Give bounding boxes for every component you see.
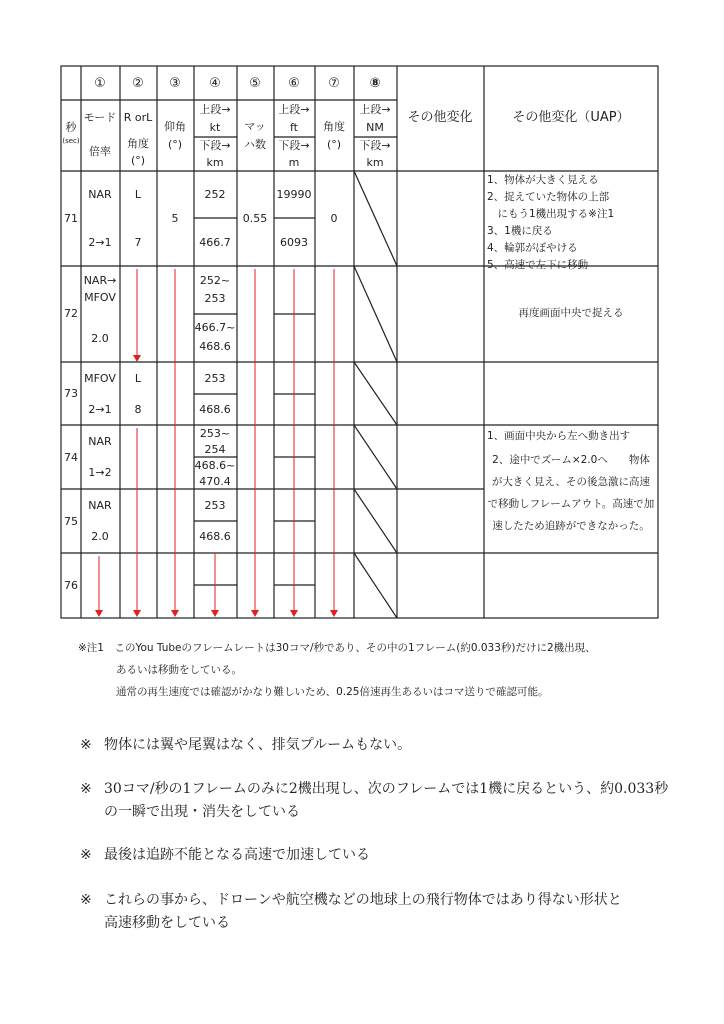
row-72-mode-1: NAR→ [83, 274, 117, 287]
row-74-kt-1: 253~ [199, 427, 231, 440]
row-72-sec: 72 [64, 307, 78, 320]
arrow-head [211, 610, 219, 617]
header-sec: 秒 [65, 121, 77, 134]
header-lower-km-2: 下段→ [359, 139, 391, 152]
row-72-kt-2: 253 [204, 292, 226, 305]
remark-1: 物体には翼や尾翼はなく、排気プルームもない。 [104, 737, 412, 753]
row-74-mode: NAR [88, 435, 112, 448]
header-other: その他変化 [407, 110, 473, 125]
row-72-zoom: 2.0 [91, 332, 109, 345]
row-74-uap-line-1: 1、画面中央から左へ動き出す [487, 430, 631, 442]
row-75-zoom: 2.0 [91, 530, 109, 543]
remark-mark: ※ [80, 892, 92, 908]
footnote-line-1: ※注1 このYou Tubeのフレームレートは30コマ/秒であり、その中の1フレーム(約0.033秒)だけに2機出現、 [78, 642, 596, 654]
remark-4-line-2: 高速移動をしている [104, 915, 230, 931]
row-73-rl-angle: 8 [134, 403, 142, 416]
col-number-5: ⑤ [249, 76, 261, 91]
row-75-km: 468.6 [199, 530, 231, 543]
row-71-km: 466.7 [199, 236, 231, 249]
row-74-zoom: 1→2 [88, 466, 112, 479]
row-71-rl-angle: 7 [134, 236, 142, 249]
row-71-kt: 252 [204, 188, 226, 201]
arrow-head [133, 355, 141, 362]
row-73-rl: L [134, 372, 142, 385]
col-number-2: ② [132, 76, 144, 91]
remark-mark: ※ [80, 781, 92, 797]
col-number-3: ③ [169, 76, 181, 91]
header-lower-km: 下段→ [199, 139, 231, 152]
row-71-angle: 0 [330, 212, 338, 225]
row-74-km-1: 468.6~ [194, 459, 236, 472]
row-71-rl: L [134, 188, 142, 201]
header-angle: 角度 [323, 120, 345, 133]
header-mode: モード [83, 111, 117, 124]
row-75-mode: NAR [88, 499, 112, 512]
row-71-zoom: 2→1 [88, 236, 112, 249]
header-elevation-unit: (°) [167, 138, 183, 151]
row-75-sec: 75 [64, 515, 78, 528]
header-other-uap: その他変化（UAP） [512, 110, 630, 125]
col-number-6: ⑥ [288, 76, 300, 91]
row-74-km-2: 470.4 [199, 475, 231, 488]
uap-line: 1、物体が大きく見える [487, 174, 599, 186]
header-nm: NM [366, 121, 384, 134]
col-number-8: ⑧ [369, 76, 381, 91]
header-elevation: 仰角 [164, 120, 186, 133]
arrow-head [290, 610, 298, 617]
header-sec-unit: (sec) [62, 137, 80, 145]
header-upper-kt: 上段→ [199, 103, 231, 116]
header-lower-m: 下段→ [278, 139, 310, 152]
row-71-uap-notes [487, 172, 614, 274]
row-73-mode: MFOV [84, 372, 116, 385]
header-rl-unit: (°) [130, 154, 146, 167]
footnote-line-3: 通常の再生速度では確認がかなり難しいため、0.25倍速再生あるいはコマ送りで確認可能。 [116, 686, 549, 698]
header-km: km [206, 156, 224, 169]
row-72-uap: 再度画面中央で捉える [518, 307, 624, 319]
uap-line: 4、輪郭がぼやける [487, 242, 578, 254]
col-number-4: ④ [209, 76, 221, 91]
row-74-kt-2: 254 [204, 443, 226, 456]
row-75-kt: 253 [204, 499, 226, 512]
header-mach: マッ [244, 120, 266, 133]
row-73-sec: 73 [64, 387, 78, 400]
col-number-7: ⑦ [328, 76, 340, 91]
row-74-sec: 74 [64, 451, 78, 464]
row-73-zoom: 2→1 [88, 403, 112, 416]
arrow-head [171, 610, 179, 617]
header-km-2: km [366, 156, 384, 169]
remark-mark: ※ [80, 847, 92, 863]
row-72-km-1: 466.7~ [194, 321, 236, 334]
remark-mark: ※ [80, 737, 92, 753]
header-rl: R orL [123, 111, 153, 124]
row-72-km-2: 468.6 [199, 340, 231, 353]
header-upper-ft: 上段→ [278, 103, 310, 116]
header-zoom: 倍率 [89, 145, 111, 158]
row-73-km: 468.6 [199, 403, 231, 416]
remark-2-line-2: の一瞬で出現・消失をしている [104, 804, 300, 820]
row-73-kt: 253 [204, 372, 226, 385]
row-71-mode: NAR [88, 188, 112, 201]
header-ft: ft [290, 121, 298, 134]
row-71-ft: 19990 [276, 188, 312, 201]
col-number-1: ① [94, 76, 106, 91]
row-71-elevation: 5 [171, 212, 179, 225]
header-angle-unit: (°) [326, 138, 342, 151]
row-71-mach: 0.55 [242, 212, 268, 225]
uap-line: 5、高速で左下に移動 [487, 259, 589, 271]
remark-4-line-1: これらの事から、ドローンや航空機などの地球上の飛行物体ではあり得ない形状と [104, 892, 622, 908]
row-72-kt-1: 252~ [199, 274, 231, 287]
row-74-75-uap-text: 2、途中でズーム×2.0へ 物体が大きく見え、その後急激に高速で移動しフレームアウト。高速で加速したため追跡ができなかった。 [487, 454, 655, 532]
header-rl-angle: 角度 [127, 137, 149, 150]
arrow-head [95, 610, 103, 617]
row-76-sec: 76 [64, 579, 78, 592]
footnote-line-2: あるいは移動をしている。 [116, 664, 242, 676]
remark-3: 最後は追跡不能となる高速で加速している [104, 847, 370, 863]
uap-line: 2、捉えていた物体の上部 [487, 191, 610, 203]
arrow-head [133, 610, 141, 617]
uap-line: にもう1機出現する※注1 [487, 208, 615, 220]
row-72-mode-2: MFOV [84, 291, 116, 304]
arrow-head [251, 610, 259, 617]
header-upper-nm: 上段→ [359, 103, 391, 116]
row-71-sec: 71 [64, 212, 78, 225]
remark-2-line-1: 30コマ/秒の1フレームのみに2機出現し、次のフレームでは1機に戻るという、約0.033秒 [104, 781, 669, 797]
uap-line: 3、1機に戻る [487, 225, 553, 237]
row-71-m: 6093 [280, 236, 308, 249]
header-m: m [288, 156, 300, 169]
header-kt: kt [209, 121, 221, 134]
header-mach-2: ハ数 [244, 138, 266, 151]
arrow-head [330, 610, 338, 617]
